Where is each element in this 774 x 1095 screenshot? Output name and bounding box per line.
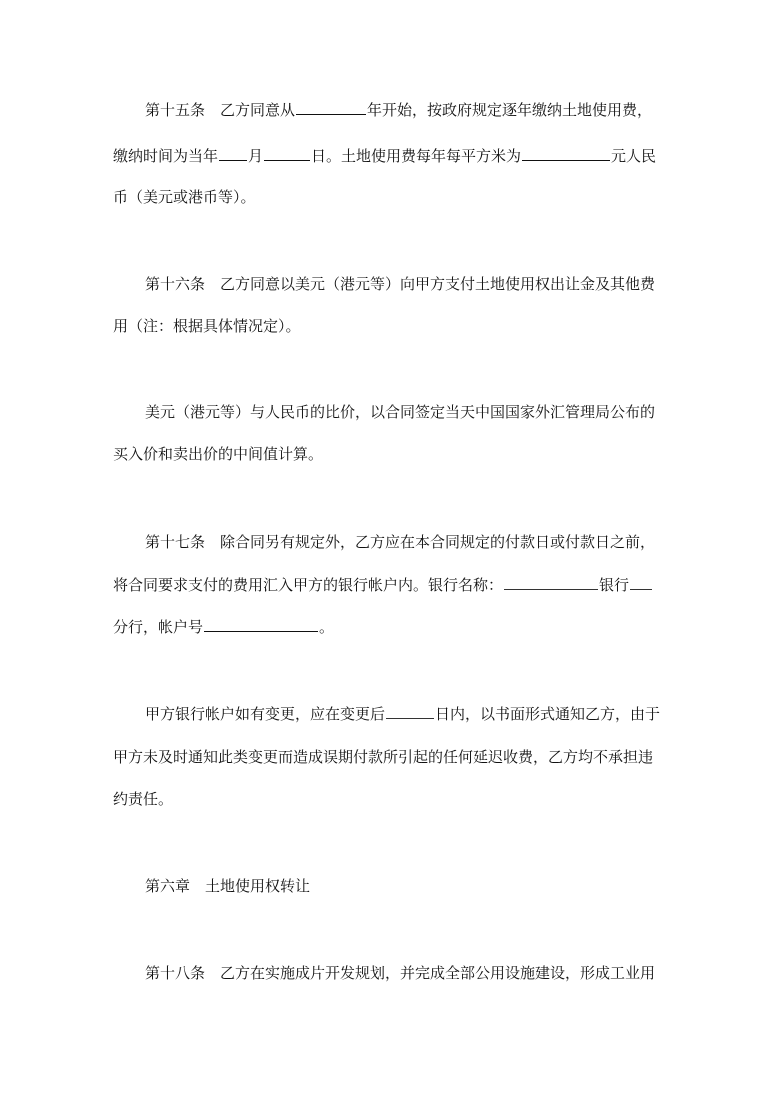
bank-change-line-3: [113, 788, 661, 810]
article-17-line-2: [113, 574, 661, 596]
article-17-line-1: [145, 531, 661, 553]
article-15-text: 日。土地使用费每年每平方米为: [311, 147, 522, 165]
bank-change-text: 甲方未及时通知此类变更而造成误期付款所引起的任何延迟收费，乙方均不承担违: [113, 748, 654, 766]
article-15-text: 第十五条 乙方同意从: [145, 101, 296, 119]
article-16-text: 用（注：根据具体情况定）。: [113, 317, 301, 335]
year-blank[interactable]: [296, 100, 366, 115]
rate-text: 买入价和卖出价的中间值计算。: [113, 445, 324, 463]
article-15-text: 缴纳时间为当年: [113, 147, 219, 165]
article-15-line-2: [113, 145, 661, 167]
article-17-text: 将合同要求支付的费用汇入甲方的银行帐户内。银行名称：: [113, 576, 504, 594]
rate-line-2: [113, 443, 661, 465]
article-15-text: 币（美元或港币等）。: [113, 188, 256, 206]
bank-change-line-2: [113, 746, 661, 768]
bank-change-text: 日内，以书面形式通知乙方，由于: [435, 705, 661, 723]
branch-blank[interactable]: [630, 575, 652, 590]
article-18-line-1: [145, 962, 661, 984]
article-15-line-1: [145, 99, 661, 121]
day-blank[interactable]: [264, 146, 310, 161]
article-17-line-3: [113, 616, 661, 638]
bank-change-text: 约责任。: [113, 790, 174, 808]
bank-change-text: 甲方银行帐户如有变更，应在变更后: [145, 705, 386, 723]
account-number-blank[interactable]: [204, 617, 318, 632]
article-16-line-2: [113, 315, 661, 337]
bank-name-blank[interactable]: [504, 575, 598, 590]
chapter-6-heading: [145, 875, 661, 897]
article-15-text: 年开始，按政府规定逐年缴纳土地使用费，: [367, 101, 653, 119]
article-15-text: 月: [248, 147, 264, 165]
fee-amount-blank[interactable]: [522, 146, 610, 161]
bank-change-line-1: [145, 703, 661, 725]
article-17-text: 银行: [599, 576, 630, 594]
article-16-line-1: [145, 273, 661, 295]
article-17-text: 。: [319, 618, 335, 636]
notice-days-blank[interactable]: [386, 704, 434, 719]
article-17-text: 第十七条 除合同另有规定外，乙方应在本合同规定的付款日或付款日之前，: [145, 533, 656, 551]
article-17-text: 分行，帐户号: [113, 618, 204, 636]
article-15-text: 元人民: [611, 147, 657, 165]
article-16-text: 第十六条 乙方同意以美元（港元等）向甲方支付土地使用权出让金及其他费: [145, 275, 656, 293]
chapter-title: 第六章 土地使用权转让: [145, 877, 311, 895]
rate-line-1: [145, 401, 661, 423]
article-15-line-3: [113, 186, 661, 208]
month-blank[interactable]: [219, 146, 247, 161]
article-18-text: 第十八条 乙方在实施成片开发规划，并完成全部公用设施建设，形成工业用: [145, 964, 656, 982]
rate-text: 美元（港元等）与人民币的比价，以合同签定当天中国国家外汇管理局公布的: [145, 403, 656, 421]
